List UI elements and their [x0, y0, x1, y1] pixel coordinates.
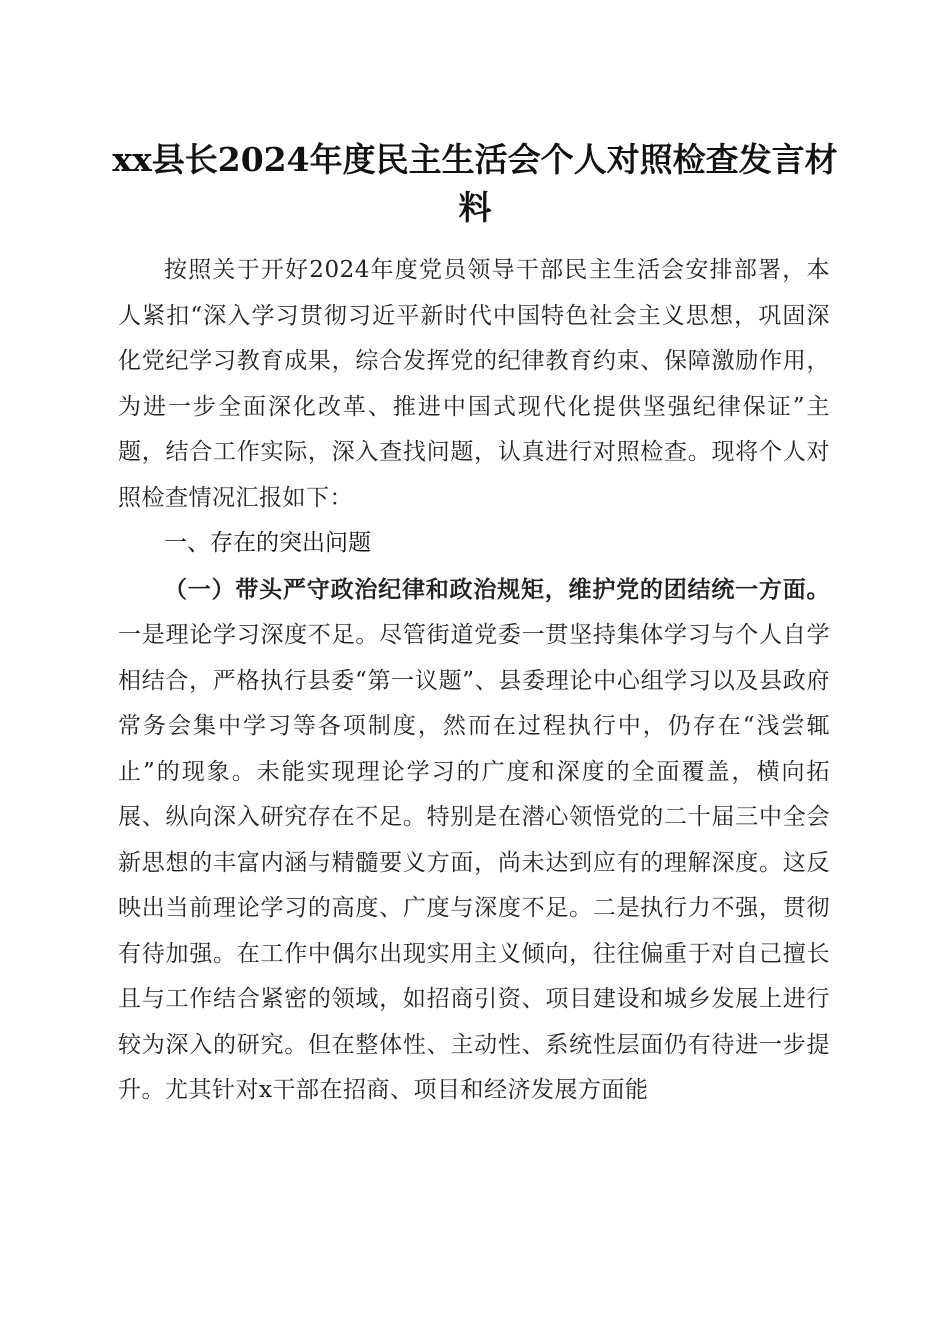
subsection-paragraph	[118, 567, 830, 1114]
document-title: xx县长2024年度民主生活会个人对照检查发言材料	[112, 140, 838, 227]
section-heading: 一、存在的突出问题	[164, 530, 371, 556]
subsection-heading: （一）带头严守政治纪律和政治规矩，维护党的团结统一方面。	[164, 575, 830, 603]
intro-paragraph: 按照关于开好2024年度党员领导干部民主生活会安排部署，本人紧扣“深入学习贯彻习近平新时代中国特色社会主义思想，巩固深化党纪学习教育成果，综合发挥党的纪律教育约束、保障激励作用，为进一步全面深化改革、推进中国式现代化提供坚强纪律保证”主题，结合工作实际，深入查找问题，认真进行对照检查。现将个人对照检查情况汇报如下：	[118, 257, 830, 511]
subsection-body: 一是理论学习深度不足。尽管街道党委一贯坚持集体学习与个人自学相结合，严格执行县委“第一议题”、县委理论中心组学习以及县政府常务会集中学习等各项制度，然而在过程执行中，仍存在“浅尝辄止”的现象。未能实现理论学习的广度和深度的全面覆盖，横向拓展、纵向深入研究存在不足。特别是在潜心领悟党的二十届三中全会新思想的丰富内涵与精髓要义方面，尚未达到应有的理解深度。这反映出当前理论学习的高度、广度与深度不足。二是执行力不强，贯彻有待加强。在工作中偶尔出现实用主义倾向，往往偏重于对自己擅长且与工作结合紧密的领域，如招商引资、项目建设和城乡发展上进行较为深入的研究。但在整体性、主动性、系统性层面仍有待进一步提升。尤其针对x干部在招商、项目和经济发展方面能	[118, 622, 830, 1103]
document-body	[118, 248, 830, 1114]
